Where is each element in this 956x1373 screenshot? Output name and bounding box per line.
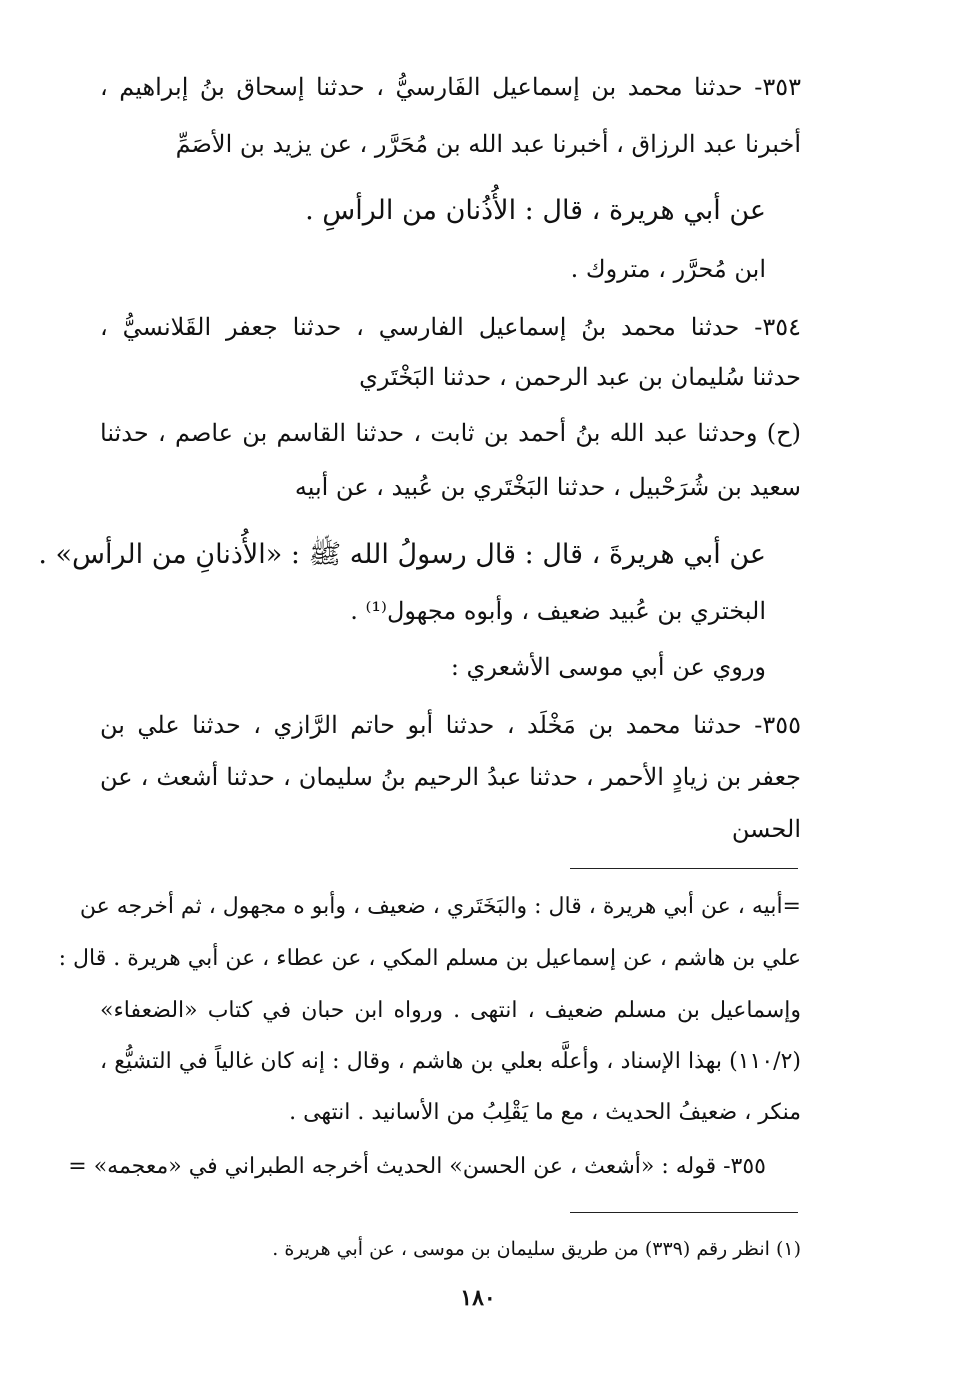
commentary-line: منكر ، ضعيفُ الحديث ، مع ما يَقْلِبُ من الأسانيد . انتهى . bbox=[289, 1100, 801, 1125]
footnote-divider bbox=[570, 1212, 798, 1213]
commentary-line: (١١٠/٢) بهذا الإسناد ، وأعلَّه بعلي بن هاشم ، وقال : إنه كان غالياً في التشيُّع ، bbox=[100, 1049, 801, 1074]
main-line: (ح) وحدثنا عبد الله بنُ أحمد بن ثابت ، حدثنا القاسم بن عاصم ، حدثنا bbox=[100, 419, 801, 447]
main-line: الحسن bbox=[731, 815, 801, 843]
main-line: ٣٥٥- حدثنا محمد بن مَخْلَد ، حدثنا أبو حاتم الرَّازي ، حدثنا علي بن bbox=[100, 711, 801, 739]
commentary-line: ٣٥٥- قوله : «أشعث ، عن الحسن» الحديث أخرجه الطبراني في «معجمه» = bbox=[68, 1154, 766, 1179]
commentary-line: علي بن هاشم ، عن إسماعيل بن مسلم المكي ، عن عطاء ، عن أبي هريرة . قال : bbox=[58, 946, 801, 971]
commentary-line: وإسماعيل بن مسلم ضعيف ، انتهى . ورواه ابن حبان في كتاب «الضعفاء» bbox=[100, 998, 801, 1023]
footnote: (١) انظر رقم (٣٣٩) من طريق سليمان بن موسى ، عن أبي هريرة . bbox=[272, 1238, 801, 1260]
main-line: ٣٥٤- حدثنا محمد بنُ إسماعيل الفارسي ، حدثنا جعفر القَلانسيُّ ، bbox=[100, 313, 801, 341]
main-line: ابن مُحرَّر ، متروك . bbox=[570, 255, 766, 283]
main-line: عن أبي هريرة ، قال : الأُذُنان من الرأسِ . bbox=[305, 195, 766, 226]
main-line: أخبرنا عبد الرزاق ، أخبرنا عبد الله بن مُحَرَّر ، عن يزيد بن الأصَمِّ bbox=[175, 130, 801, 158]
main-line: عن أبي هريرةَ ، قال : قال رسولُ الله ﷺ : «الأُذنانِ من الرأس» . bbox=[38, 539, 766, 570]
page-number: ١٨٠ bbox=[460, 1285, 496, 1311]
main-line: وروي عن أبي موسى الأشعري : bbox=[450, 653, 766, 681]
main-line: جعفر بن زيادٍ الأحمر ، حدثنا عبدُ الرحيم بنُ سليمان ، حدثنا أشعث ، عن bbox=[100, 763, 801, 791]
main-line: حدثنا سُليمان بن عبد الرحمن ، حدثنا البَخْتَري bbox=[359, 363, 801, 391]
commentary-line: =أبيه ، عن أبي هريرة ، قال : والبَخَتَري ، ضعيف ، وأبو ه مجهول ، ثم أخرجه عن bbox=[79, 894, 801, 919]
main-line: سعيد بن شُرَحْبيل ، حدثنا البَخْتَري بن عُبيد ، عن أبيه bbox=[294, 473, 801, 501]
commentary-divider bbox=[570, 868, 798, 869]
main-line: ٣٥٣- حدثنا محمد بن إسماعيل الفَارسيُّ ، حدثنا إسحاق بنُ إبراهيم ، bbox=[100, 73, 801, 101]
main-line: البختري بن عُبيد ضعيف ، وأبوه مجهول⁽¹⁾ . bbox=[350, 597, 766, 625]
